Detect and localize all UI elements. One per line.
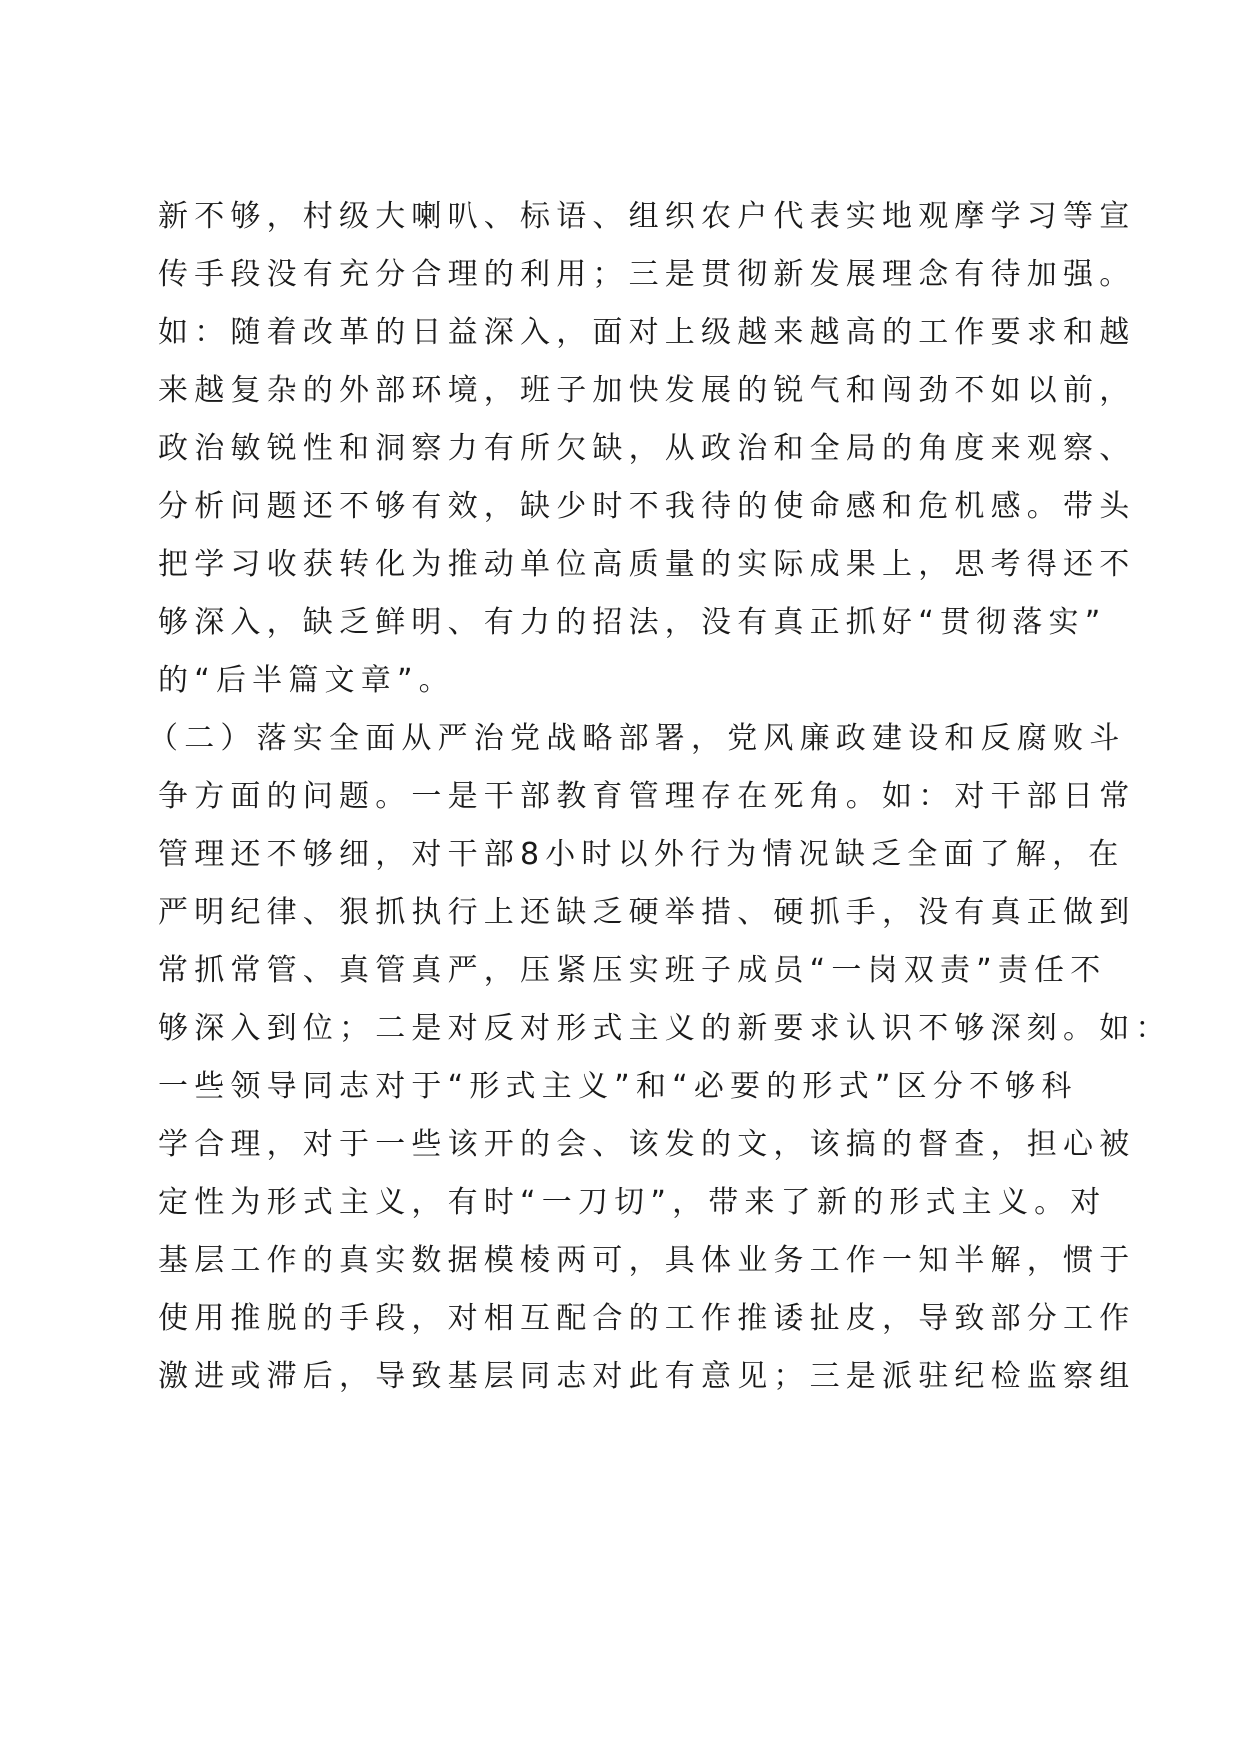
text-line: 常抓常管、真管真严，压紧压实班子成员“一岗双责”责任不 (158, 953, 1107, 988)
text-line: 定性为形式主义，有时“一刀切”，带来了新的形式主义。对 (158, 1185, 1107, 1220)
text-line: 如：随着改革的日益深入，面对上级越来越高的工作要求和越 (158, 315, 1136, 350)
text-line: 政治敏锐性和洞察力有所欠缺，从政治和全局的角度来观察、 (158, 431, 1136, 466)
text-line: 学合理，对于一些该开的会、该发的文，该搞的督查，担心被 (158, 1127, 1136, 1162)
body-text (148, 188, 1172, 1406)
text-line: 严明纪律、狠抓执行上还缺乏硬举措、硬抓手，没有真正做到 (158, 895, 1136, 930)
text-line: 来越复杂的外部环境，班子加快发展的锐气和闯劲不如以前， (158, 373, 1136, 408)
text-line: 激进或滞后，导致基层同志对此有意见；三是派驻纪检监察组 (158, 1359, 1136, 1394)
text-line: 够深入，缺乏鲜明、有力的招法，没有真正抓好“贯彻落实” (158, 605, 1107, 640)
text-line: 基层工作的真实数据模棱两可，具体业务工作一知半解，惯于 (158, 1243, 1136, 1278)
text-line: 使用推脱的手段，对相互配合的工作推诿扯皮，导致部分工作 (158, 1301, 1136, 1336)
text-line: 够深入到位；二是对反对形式主义的新要求认识不够深刻。如： (158, 1011, 1172, 1046)
text-line: 争方面的问题。一是干部教育管理存在死角。如：对干部日常 (158, 779, 1136, 814)
text-line: 新不够，村级大喇叭、标语、组织农户代表实地观摩学习等宣 (158, 199, 1136, 234)
text-line: 一些领导同志对于“形式主义”和“必要的形式”区分不够科 (158, 1069, 1078, 1104)
text-line: 把学习收获转化为推动单位高质量的实际成果上，思考得还不 (158, 547, 1136, 582)
text-line: 的“后半篇文章”。 (158, 663, 455, 698)
text-line: 分析问题还不够有效，缺少时不我待的使命感和危机感。带头 (158, 489, 1136, 524)
section-heading-line: （二）落实全面从严治党战略部署，党风廉政建设和反腐败斗 (148, 721, 1126, 756)
text-line: 传手段没有充分合理的利用；三是贯彻新发展理念有待加强。 (158, 257, 1136, 292)
text-line: 管理还不够细，对干部8小时以外行为情况缺乏全面了解，在 (158, 837, 1125, 872)
